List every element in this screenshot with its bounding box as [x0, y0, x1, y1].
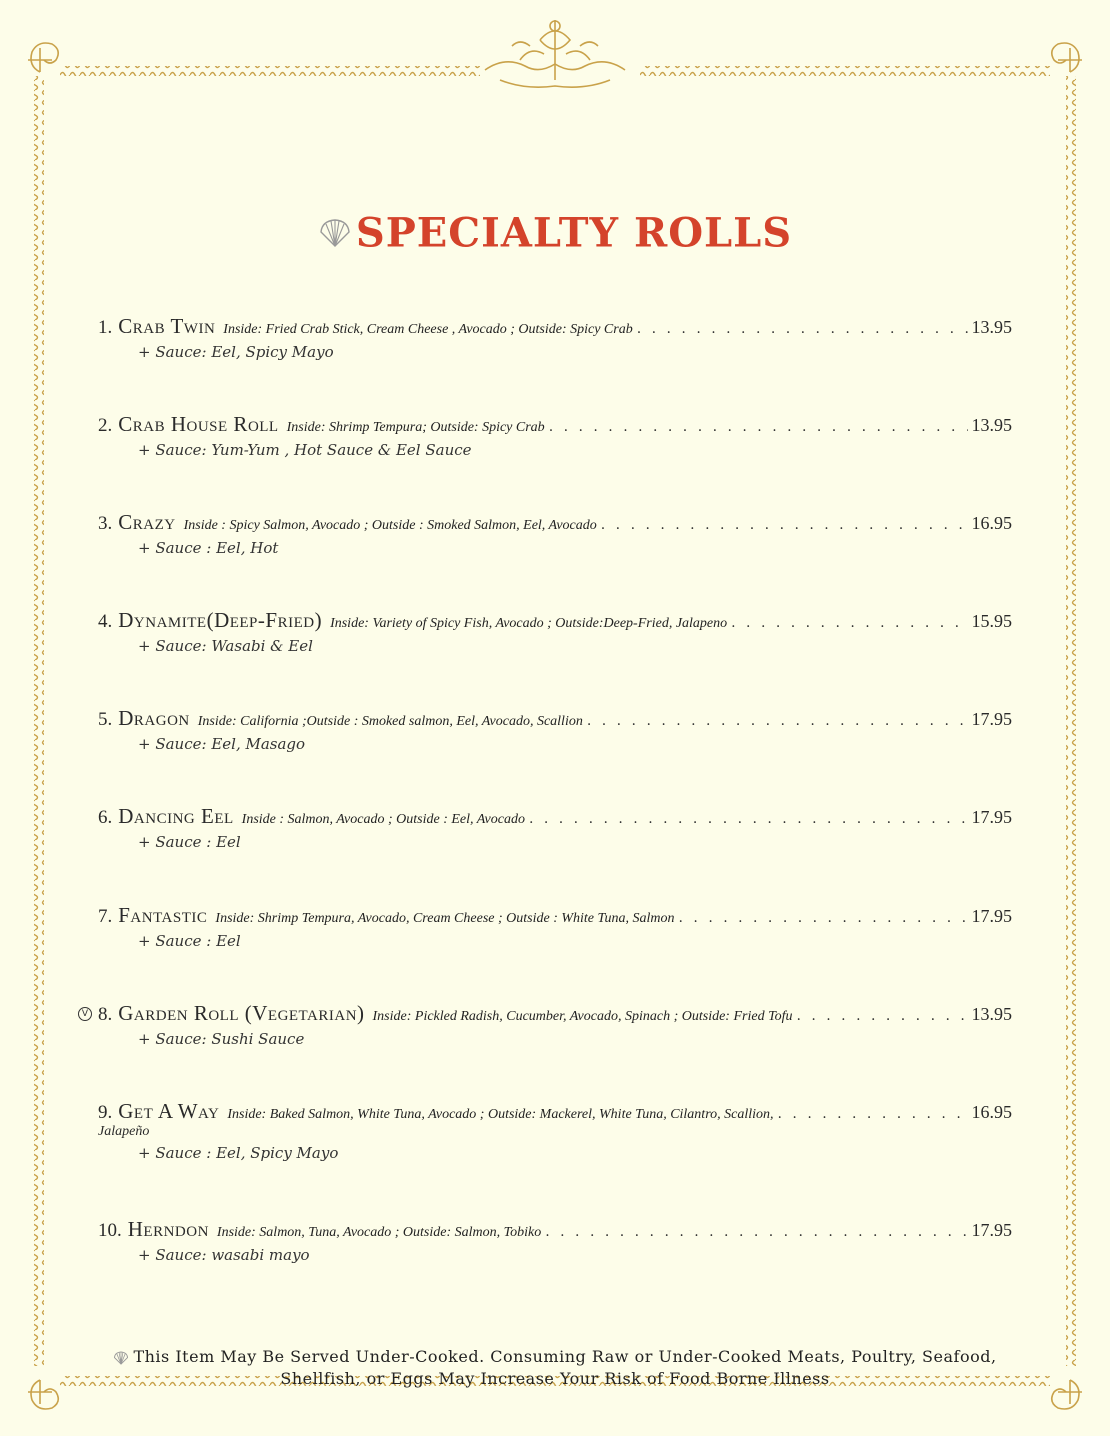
item-number: 10.: [98, 1220, 122, 1241]
item-price: 13.95: [971, 1004, 1012, 1024]
item-name: Herndon: [127, 1217, 209, 1241]
menu-item-header: [98, 608, 1012, 633]
menu-item: [98, 1099, 1012, 1162]
section-title: [0, 206, 1110, 257]
item-price: 15.95: [971, 611, 1012, 631]
item-description: Inside : Spicy Salmon, Avocado ; Outside : Smoked Salmon, Eel, Avocado: [183, 518, 597, 533]
leader-dots: [731, 615, 967, 631]
menu-item: [98, 314, 1012, 361]
menu-item-header: [98, 804, 1012, 829]
item-price: 17.95: [971, 709, 1012, 729]
item-price: 13.95: [971, 415, 1012, 435]
item-sauce: + Sauce: wasabi mayo: [138, 1246, 310, 1264]
item-number: 7.: [98, 906, 113, 927]
item-description: Inside: California ;Outside : Smoked salmon, Eel, Avocado, Scallion: [197, 714, 583, 729]
item-description: Inside: Pickled Radish, Cucumber, Avocado, Spinach ; Outside: Fried Tofu: [372, 1009, 793, 1024]
item-sauce: + Sauce : Eel, Spicy Mayo: [138, 1144, 339, 1162]
footer-line-2: Shellfish, or Eggs May Increase Your Risk of Food Borne Illness: [280, 1369, 830, 1388]
item-number: 8.: [98, 1004, 113, 1025]
menu-item-header: [98, 706, 1012, 731]
item-sauce: + Sauce: Wasabi & Eel: [138, 637, 313, 655]
item-name: Crab Twin: [118, 314, 216, 338]
item-price: 13.95: [971, 317, 1012, 337]
item-number: 6.: [98, 807, 113, 828]
menu-item: [98, 412, 1012, 459]
leader-dots: [545, 1224, 967, 1240]
item-number: 9.: [98, 1102, 113, 1123]
menu-item: [98, 706, 1012, 753]
item-sauce: + Sauce: Eel, Masago: [138, 735, 306, 753]
item-name: Crazy: [118, 510, 176, 534]
item-sauce: + Sauce : Eel, Hot: [138, 539, 279, 557]
item-number: 3.: [98, 513, 113, 534]
shell-icon: [113, 1351, 129, 1365]
menu-item-header: [98, 412, 1012, 437]
leader-dots: [601, 517, 968, 533]
menu-item: [98, 510, 1012, 557]
item-sauce: + Sauce : Eel: [138, 833, 241, 851]
section-title-text: SPECIALTY ROLLS: [355, 209, 793, 257]
item-number: 1.: [98, 317, 113, 338]
item-description-continued: Jalapeño: [98, 1124, 150, 1139]
item-name: Dancing Eel: [118, 804, 234, 828]
leader-dots: [679, 910, 968, 926]
menu-item: [98, 608, 1012, 655]
item-sauce: + Sauce: Eel, Spicy Mayo: [138, 343, 334, 361]
shell-icon: [318, 218, 352, 248]
item-price: 17.95: [971, 1220, 1012, 1240]
leader-dots: [796, 1008, 967, 1024]
item-description: Inside: Variety of Spicy Fish, Avocado ; Outside:Deep-Fried, Jalapeno: [330, 616, 728, 631]
item-price: 17.95: [971, 807, 1012, 827]
item-description: Inside: Baked Salmon, White Tuna, Avocado ; Outside: Mackerel, White Tuna, Cilantro, Scallion,: [227, 1107, 774, 1122]
item-name: Dragon: [118, 706, 190, 730]
leader-dots: [587, 713, 968, 729]
item-price: 17.95: [971, 906, 1012, 926]
item-name: Get A Way: [118, 1099, 220, 1123]
menu-item: [98, 804, 1012, 851]
menu-item: [98, 903, 1012, 950]
leader-dots: [549, 419, 968, 435]
leader-dots: [637, 321, 968, 337]
item-name: Crab House Roll: [118, 412, 279, 436]
item-description: Inside : Salmon, Avocado ; Outside : Eel, Avocado: [241, 812, 525, 827]
menu-item-header: [98, 510, 1012, 535]
item-description: Inside: Salmon, Tuna, Avocado ; Outside: Salmon, Tobiko: [216, 1225, 542, 1240]
item-description: Inside: Shrimp Tempura; Outside: Spicy Crab: [286, 420, 545, 435]
menu-item-header: [98, 1099, 1012, 1124]
footer-line-1: This Item May Be Served Under-Cooked. Consuming Raw or Under-Cooked Meats, Poultry, Seafood,: [133, 1347, 997, 1366]
leader-dots: [529, 811, 968, 827]
menu-item-header: [98, 1217, 1012, 1242]
menu-item: [81, 1001, 1012, 1048]
item-description: Inside: Shrimp Tempura, Avocado, Cream Cheese ; Outside : White Tuna, Salmon: [215, 911, 675, 926]
item-sauce: + Sauce: Sushi Sauce: [138, 1030, 305, 1048]
item-description: Inside: Fried Crab Stick, Cream Cheese , Avocado ; Outside: Spicy Crab: [223, 322, 633, 337]
item-sauce: + Sauce: Yum-Yum , Hot Sauce & Eel Sauce: [138, 441, 472, 459]
footer-disclaimer: [0, 1346, 1110, 1390]
leader-dots: [778, 1106, 968, 1122]
item-price: 16.95: [971, 1102, 1012, 1122]
menu-item: [98, 1217, 1012, 1264]
menu-item-header: [98, 1001, 1012, 1026]
item-name: Garden Roll (Vegetarian): [118, 1001, 365, 1025]
item-name: Dynamite(Deep-Fried): [118, 608, 323, 632]
item-number: 5.: [98, 709, 113, 730]
item-name: Fantastic: [118, 903, 208, 927]
item-price: 16.95: [971, 513, 1012, 533]
menu-item-header: [98, 314, 1012, 339]
menu-item-header: [98, 903, 1012, 928]
item-sauce: + Sauce : Eel: [138, 932, 241, 950]
vegetarian-icon: V: [78, 1007, 92, 1021]
item-number: 2.: [98, 415, 113, 436]
item-number: 4.: [98, 611, 113, 632]
